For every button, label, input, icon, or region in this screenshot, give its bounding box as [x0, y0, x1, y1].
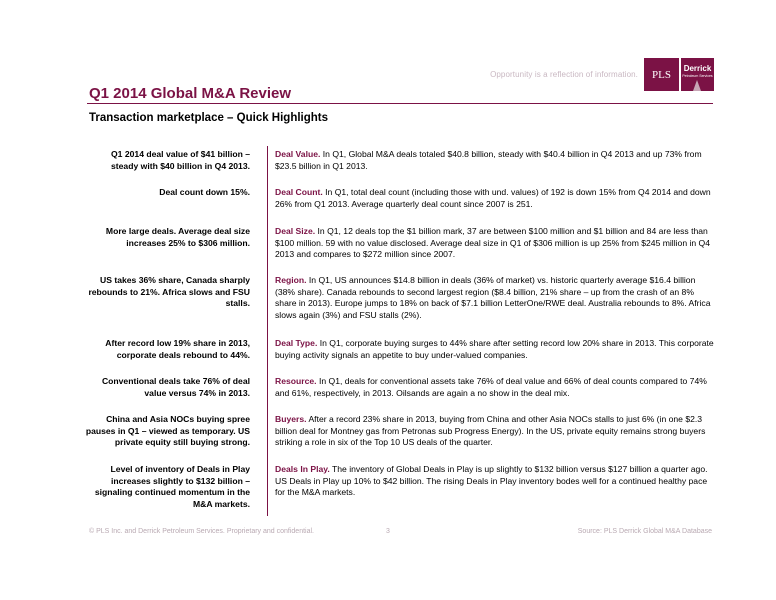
highlight-lead: Resource. — [275, 376, 317, 386]
highlight-lead: Deal Value. — [275, 149, 321, 159]
highlight-lead: Region. — [275, 275, 307, 285]
page-subtitle: Transaction marketplace – Quick Highlights — [89, 112, 329, 124]
highlight-summary: Conventional deals take 76% of deal value versus 74% in 2013. — [101, 376, 250, 398]
highlight-body: The inventory of Global Deals in Play is up slightly to $132 billion versus $127 billion a quarter ago. US Deals in Play up 10% to $42 billion. The rising Deals in Play inventory bodes well for a continued healthy pace for the M&A markets. — [275, 464, 708, 497]
highlight-lead: Deal Count. — [275, 187, 323, 197]
highlight-detail — [275, 338, 715, 361]
highlight-body: In Q1, deals for conventional assets take 76% of deal value and 66% of deal counts compared to 74% and 61%, respectively, in 2013. Oilsands are again a no show in the deal mix. — [275, 376, 707, 398]
page-number: 3 — [386, 528, 390, 535]
highlight-lead: Buyers. — [275, 414, 307, 424]
highlight-detail — [275, 464, 715, 499]
highlight-body: In Q1, US announces $14.8 billion in deals (36% of market) vs. historic quarterly average $16.4 billion (38% share). Canada rebounds to second largest region ($8.4 billion, 21% share – up from the crash of an 8% share in 2013). Europe jumps to 18% on back of $7.1 billion LetterOne/RWE deal. Australia rebounds to 8%. Africa slows again (3%) and FSU stalls (2%). — [275, 275, 711, 320]
highlight-body: After a record 23% share in 2013, buying from China and other Asia NOCs stalls to just 6% (in one $2.3 billion deal for Montney gas from Petronas sub Progress Energy). In the US, private equity remains strong buyers striking a role in six of the Top 10 US deals of the quarter. — [275, 414, 706, 447]
tagline: Opportunity is a reflection of information. — [490, 70, 638, 79]
derrick-logo-name: Derrick — [683, 64, 712, 73]
highlight-detail — [275, 149, 715, 172]
highlight-summary: Q1 2014 deal value of $41 billion – steady with $40 billion in Q4 2013. — [111, 149, 250, 171]
highlight-lead: Deal Size. — [275, 226, 316, 236]
highlight-body: In Q1, Global M&A deals totaled $40.8 billion, steady with $40.4 billion in Q4 2013 and up 73% from $23.5 billion in Q1 2013. — [275, 149, 702, 171]
column-divider — [267, 146, 268, 516]
highlight-detail — [275, 187, 715, 210]
highlight-summary: After record low 19% share in 2013, corporate deals rebound to 44%. — [105, 338, 250, 360]
highlight-body: In Q1, 12 deals top the $1 billion mark, 37 are between $100 million and $1 billion and 84 are less than $100 million. 59 with no value disclosed. Average deal size in Q1 of $306 million is up 25% from $245 million in Q4 2013 and compares to $272 million since 2007. — [275, 226, 711, 259]
footer-source: Source: PLS Derrick Global M&A Database — [577, 528, 712, 535]
highlight-detail — [275, 376, 715, 399]
highlight-body: In Q1, total deal count (including those with und. values) of 192 is down 15% from Q4 2014 and down 26% from Q1 2013. Average quarterly deal count since 2007 is 251. — [275, 187, 711, 209]
highlight-summary: More large deals. Average deal size increases 25% to $306 million. — [105, 226, 250, 248]
highlight-summary: Level of inventory of Deals in Play increases slightly to $132 billion – signaling continued momentum in the M&A markets. — [94, 464, 250, 509]
derrick-tower-icon — [693, 80, 701, 91]
highlight-body: In Q1, corporate buying surges to 44% share after setting record low 20% share in 2013. This corporate buying activity signals an appetite to buy under-valued companies. — [275, 338, 714, 360]
highlight-detail — [275, 226, 715, 261]
highlight-summary: Deal count down 15%. — [159, 187, 250, 197]
pls-logo: PLS — [644, 58, 679, 91]
footer-copyright: © PLS Inc. and Derrick Petroleum Services. Proprietary and confidential. — [89, 528, 314, 535]
derrick-logo — [681, 58, 714, 91]
highlight-lead: Deals In Play. — [275, 464, 330, 474]
highlight-summary: China and Asia NOCs buying spree pauses in Q1 – viewed as temporary. US private equity still buying strong. — [85, 414, 250, 447]
highlight-detail — [275, 414, 715, 449]
derrick-logo-sub: Petroleum Services — [682, 74, 713, 78]
page-title: Q1 2014 Global M&A Review — [89, 85, 292, 102]
highlight-detail — [275, 275, 715, 321]
highlight-summary: US takes 36% share, Canada sharply rebounds to 21%. Africa slows and FSU stalls. — [88, 275, 250, 308]
title-divider — [87, 103, 713, 104]
highlight-lead: Deal Type. — [275, 338, 318, 348]
